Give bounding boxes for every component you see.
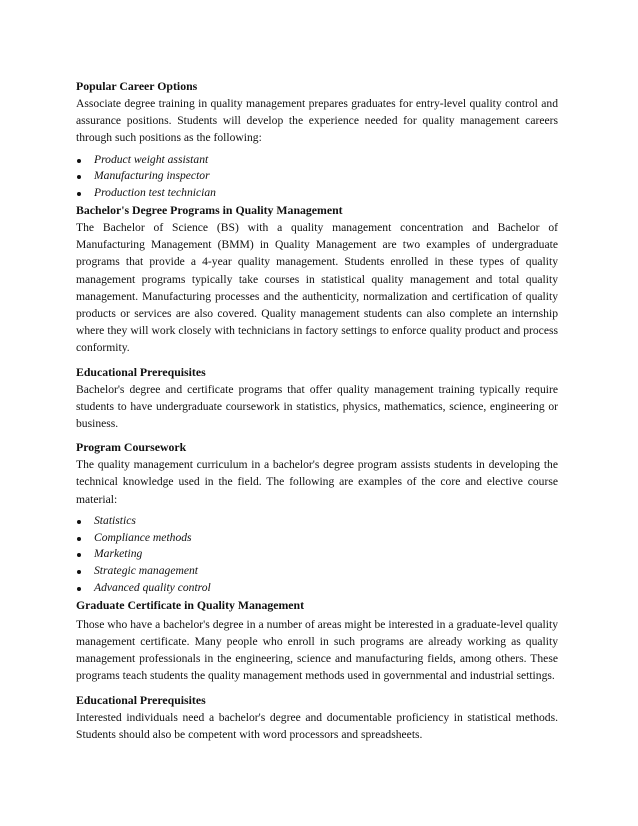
list-item: Manufacturing inspector [76,168,558,185]
section-paragraph-graduate: Those who have a bachelor's degree in a number of areas might be interested in a graduate-level quality management certificate. Many people who enroll in such programs are already working as quality management professionals in the engineering, science and manufacturing fields, among others. These programs teach students the quality management methods used in governmental and industrial settings. [76,617,558,683]
coursework-list [76,513,558,597]
section-paragraph-prereq-2: Interested individuals need a bachelor's degree and documentable proficiency in statistical methods. Students should also be competent with word processors and spreadsheets. [76,710,558,741]
list-item: Compliance methods [76,530,558,547]
section-paragraph-coursework: The quality management curriculum in a bachelor's degree program assists students in developing the technical knowledge used in the field. The following are examples of the core and elective course material: [76,458,558,506]
bullet-icon [77,537,81,541]
bullet-icon [77,587,81,591]
bullet-icon [77,192,81,196]
section-paragraph-career: Associate degree training in quality management prepares graduates for entry-level quality control and assurance positions. Students will develop the experience needed for quality management careers through such positions as the following: [76,97,558,145]
section-heading-prereq-2: Educational Prerequisites [76,692,206,707]
section-heading-bachelors: Bachelor's Degree Programs in Quality Management [76,203,343,217]
document-page [76,78,558,743]
bullet-icon [77,520,81,524]
bullet-icon [77,175,81,179]
section-heading-prereq-1: Educational Prerequisites [76,364,206,379]
list-item: Marketing [76,546,558,563]
list-item: Statistics [76,513,558,530]
section-heading-coursework: Program Coursework [76,440,187,455]
bullet-icon [77,159,81,163]
section-paragraph-bachelors: The Bachelor of Science (BS) with a quality management concentration and Bachelor of Manufacturing Management (BMM) in Quality Management are two examples of undergraduate programs that provide a 4-year quality management. Students enrolled in these types of quality management programs typically take courses in statistical quality management and total quality management. Manufacturing processes and the authenticity, normalization and certification of quality products or services are also covered. Quality management students can also complete an internship where they will work closely with technicians in factory settings to enforce quality product and process conformity. [76,221,558,355]
bullet-icon [77,553,81,557]
section-heading-graduate: Graduate Certificate in Quality Management [76,597,305,612]
bullet-icon [77,570,81,574]
list-item: Production test technician [76,185,558,202]
section-paragraph-prereq-1: Bachelor's degree and certificate programs that offer quality management training typically require students to have undergraduate coursework in statistics, physics, mathematics, science, engineering or business. [76,382,558,431]
career-options-list [76,152,558,202]
section-heading-career: Popular Career Options [76,79,198,93]
list-item: Strategic management [76,563,558,580]
list-item: Product weight assistant [76,152,558,169]
list-item: Advanced quality control [76,580,558,597]
